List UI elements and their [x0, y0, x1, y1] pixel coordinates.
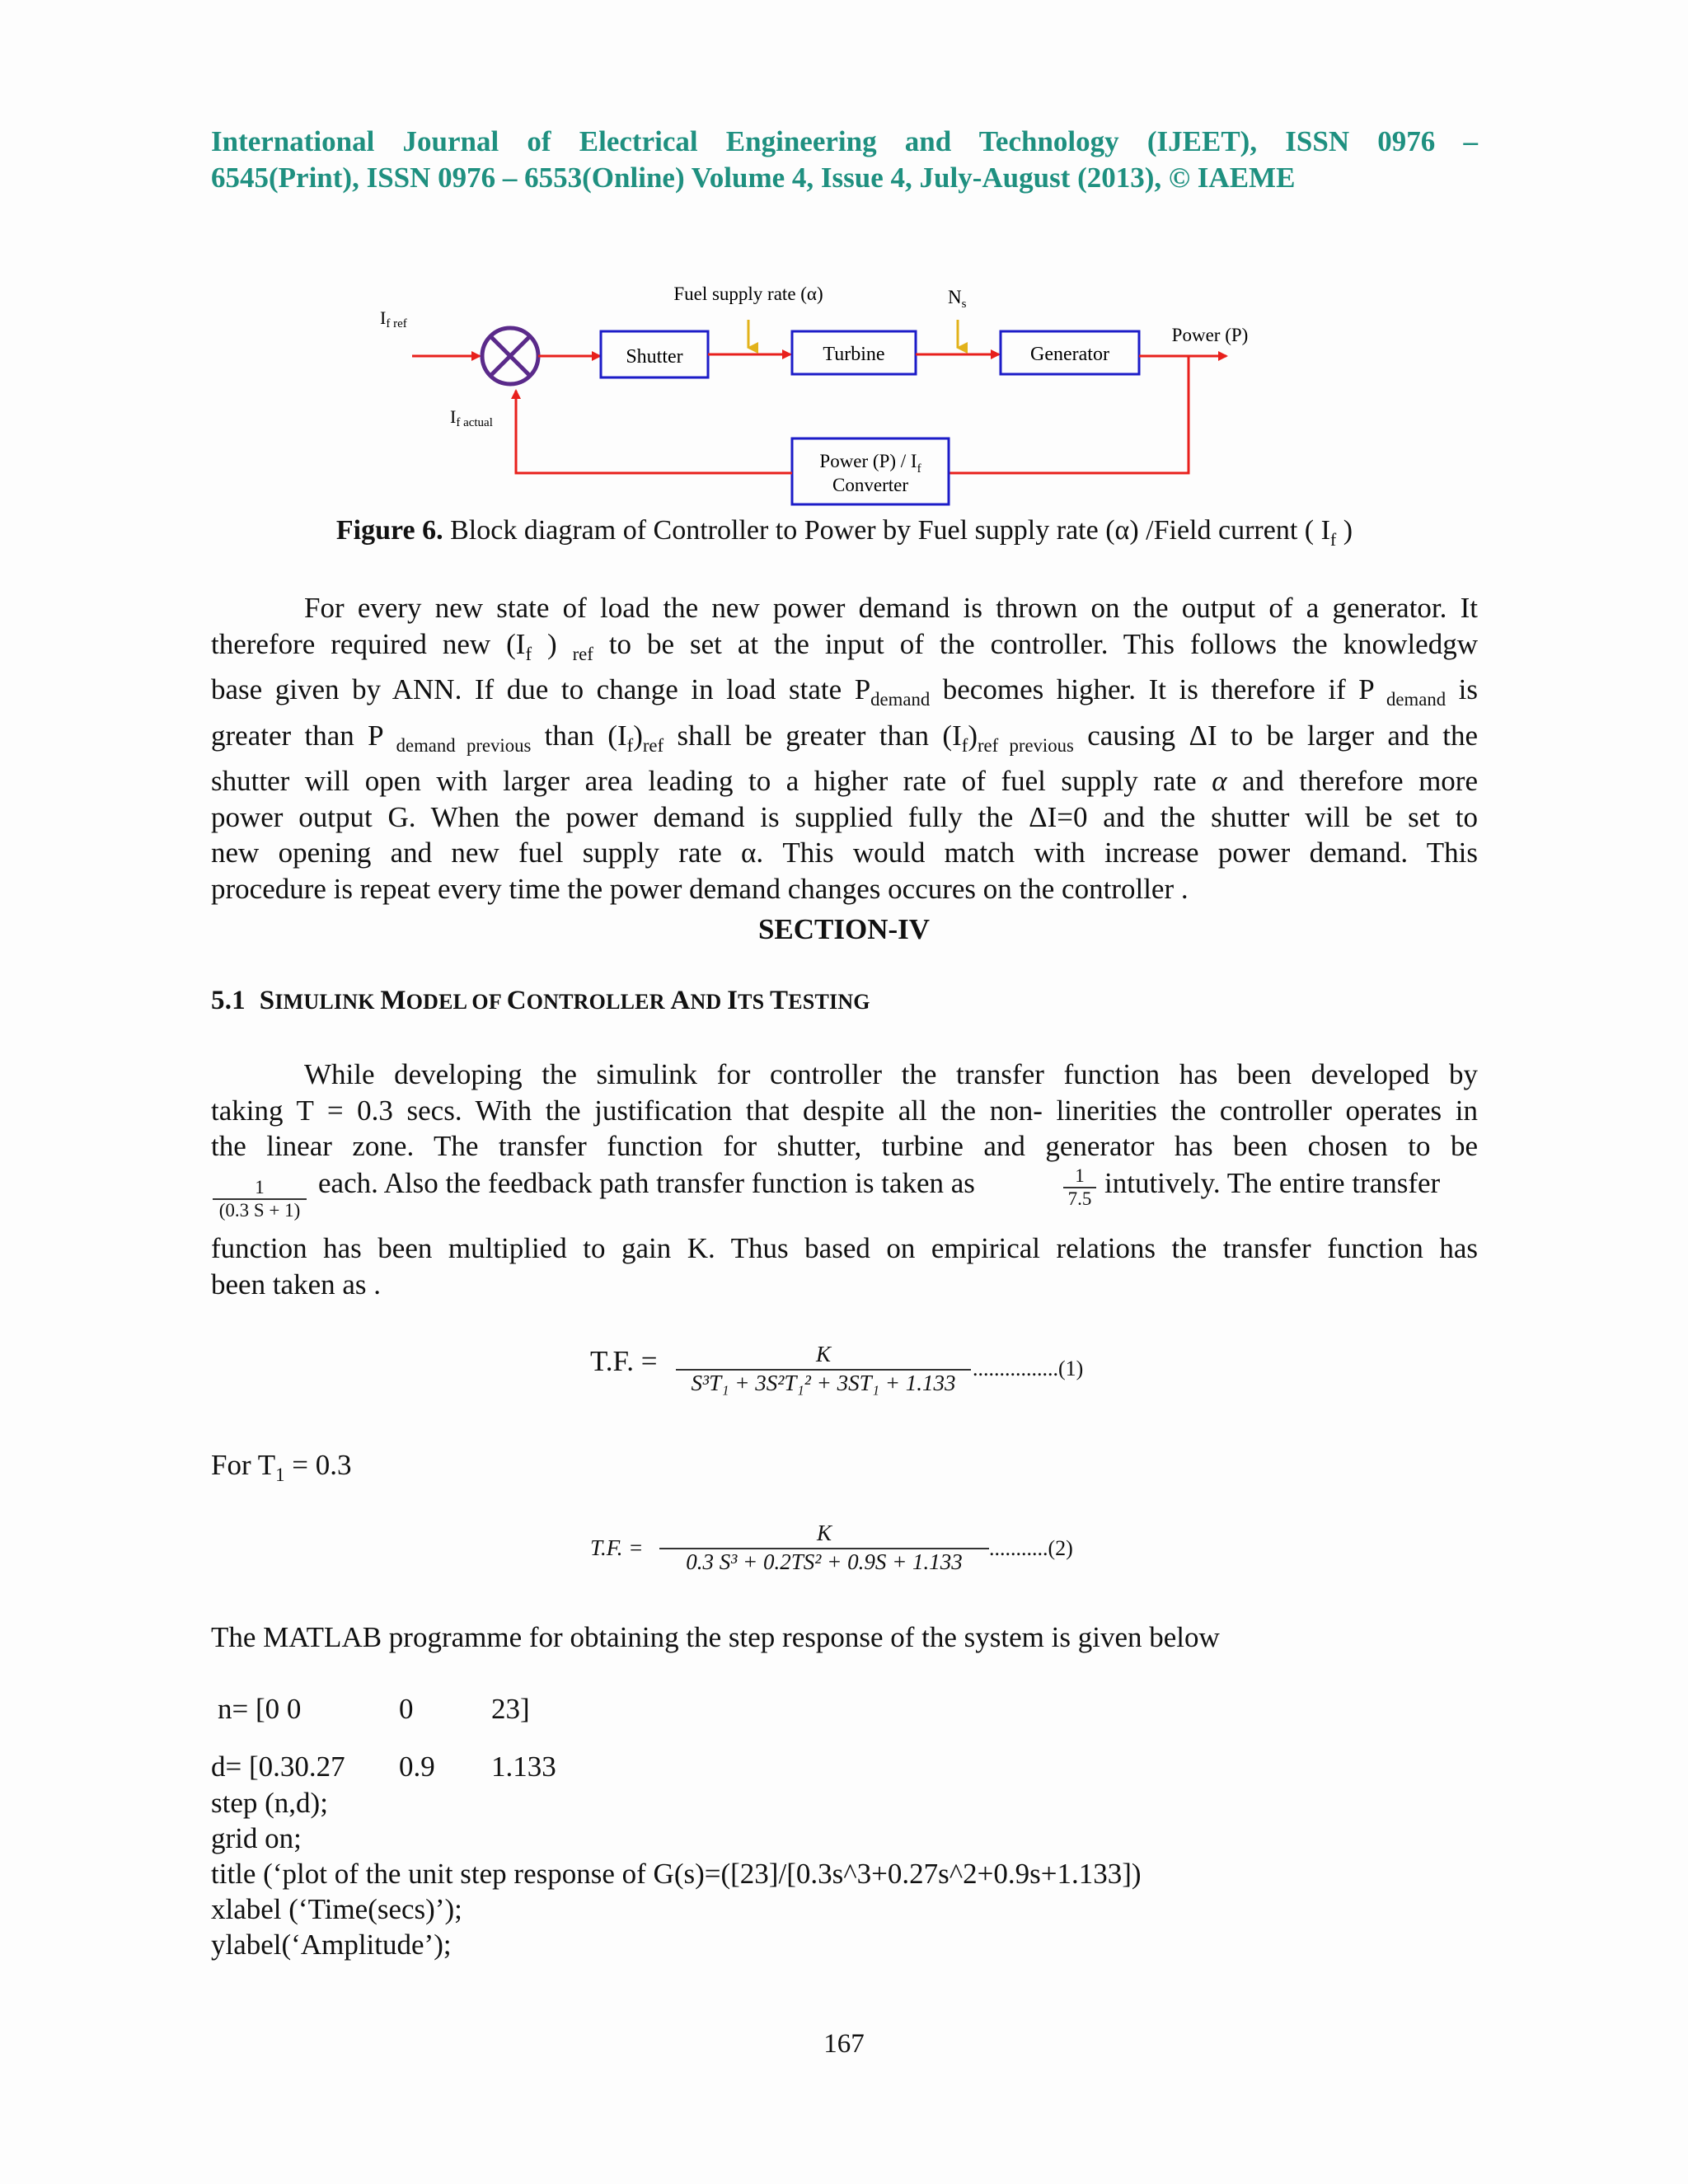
equation-1-denominator: S³T₁ + 3S²T₁² + 3ST₁ + 1.133 — [691, 1371, 956, 1395]
figure-caption: Figure 6. Block diagram of Controller to Power by Fuel supply rate (α) /Field current ( $I_f$ ) — [335, 515, 1353, 550]
subsection-heading: 5.1 SIMULINK MODEL OF CONTROLLER AND ITS TESTING — [211, 986, 870, 1015]
if-actual-label: If actual — [450, 406, 493, 429]
equation-2-tag: ...........(2) — [989, 1536, 1073, 1560]
paragraph-2-line4b: intutively. The entire transfer — [1104, 1167, 1441, 1199]
turbine-label: Turbine — [823, 344, 885, 365]
equation-2-lhs: T.F. = — [590, 1535, 644, 1560]
equation-1-fraction — [676, 1342, 971, 1396]
if-ref-label: If ref — [380, 307, 407, 330]
equation-1-tag: ................(1) — [973, 1357, 1084, 1380]
fuel-supply-label: Fuel supply rate (α) — [673, 284, 823, 304]
equation-2-denominator: 0.3 S³ + 0.2TS² + 0.9S + 1.133 — [686, 1549, 963, 1574]
equation-1-numerator: K — [676, 1342, 971, 1371]
ns-label: $N_s$ — [948, 287, 967, 311]
fraction-1-over-7.5: $\frac{1}{7.5}$ — [1063, 1165, 1096, 1210]
paragraph-2-cont: function has been multiplied to gain K. Thus based on empirical relations the transfer function has been taken as . — [211, 1232, 1478, 1301]
matlab-intro: The MATLAB programme for obtaining the step response of the system is given below — [211, 1621, 1220, 1653]
for-t1-line: For $T_1 = 0.3$ — [211, 1449, 352, 1485]
equation-2-numerator: K — [659, 1521, 989, 1549]
shutter-label: Shutter — [626, 346, 683, 368]
page-number: 167 — [823, 2029, 865, 2059]
generator-label: Generator — [1030, 344, 1109, 365]
summing-junction — [482, 328, 538, 384]
fraction-1-over-0.3s-plus-1: $\frac{1}{(0.3 S + 1)}$ — [213, 1177, 307, 1221]
paragraph-1: For every new state of load the new power demand is thrown on the output of a generator. It therefore required new ($I_f$ ) $_{ref}$ to be set at the input of the controller. This follows the knowledgw base given by ANN. If due to change in load state $P_{demand}$ becomes higher. It is therefore if P $_{demand}$ is greater than P $_{demand previous}$ than $(I_f)_{ref}$ shall be greater than $(I_f)_{ref previous}$ causing ΔI to be larger and the shutter will open with larger area leading to a higher rate of fuel supply rate α and therefore more power output G. When the power demand is supplied fully the ΔI=0 and the shutter will be set to new opening and new fuel supply rate α. This would match with increase power demand. This procedure is repeat every time the power demand changes occures on the controller . — [211, 592, 1478, 905]
power-output-label: Power (P) — [1171, 325, 1249, 345]
block-diagram — [363, 272, 1286, 511]
equation-1-lhs: T.F. = — [590, 1345, 658, 1377]
converter-label-line2: Converter — [832, 475, 908, 495]
paragraph-2-line4a: each. Also the feedback path transfer function is taken as — [318, 1167, 975, 1199]
converter-label-line1: Power $(P) / I_f$ — [819, 451, 921, 476]
journal-header-line1: International Journal of Electrical Engineering and Technology (IJEET), ISSN 0976 – — [211, 125, 1478, 157]
figure-label: Figure 6. — [335, 515, 443, 546]
paragraph-2: While developing the simulink for controller the transfer function has been developed by taking T = 0.3 secs. With the justification that despite all the non- linerities the controller operates in the linear zone. The transfer function for shutter, turbine and generator has been chosen to be — [211, 1058, 1478, 1162]
equation-2-fraction — [659, 1521, 989, 1575]
section-title: SECTION-IV — [757, 913, 931, 945]
journal-header-line2: 6545(Print), ISSN 0976 – 6553(Online) Volume 4, Issue 4, July-August (2013), © IAEME — [211, 162, 1296, 194]
matlab-code-rest: step (n,d); grid on; title (‘plot of the unit step response of G(s)=([23]/[0.3s^3+0.27s^2+0.9s+1.133]) xlabel (‘Time(secs)’); ylabel(‘Amplitude’); — [211, 1787, 1142, 1961]
journal-header — [211, 124, 1478, 196]
feedback-path-left — [516, 391, 792, 473]
